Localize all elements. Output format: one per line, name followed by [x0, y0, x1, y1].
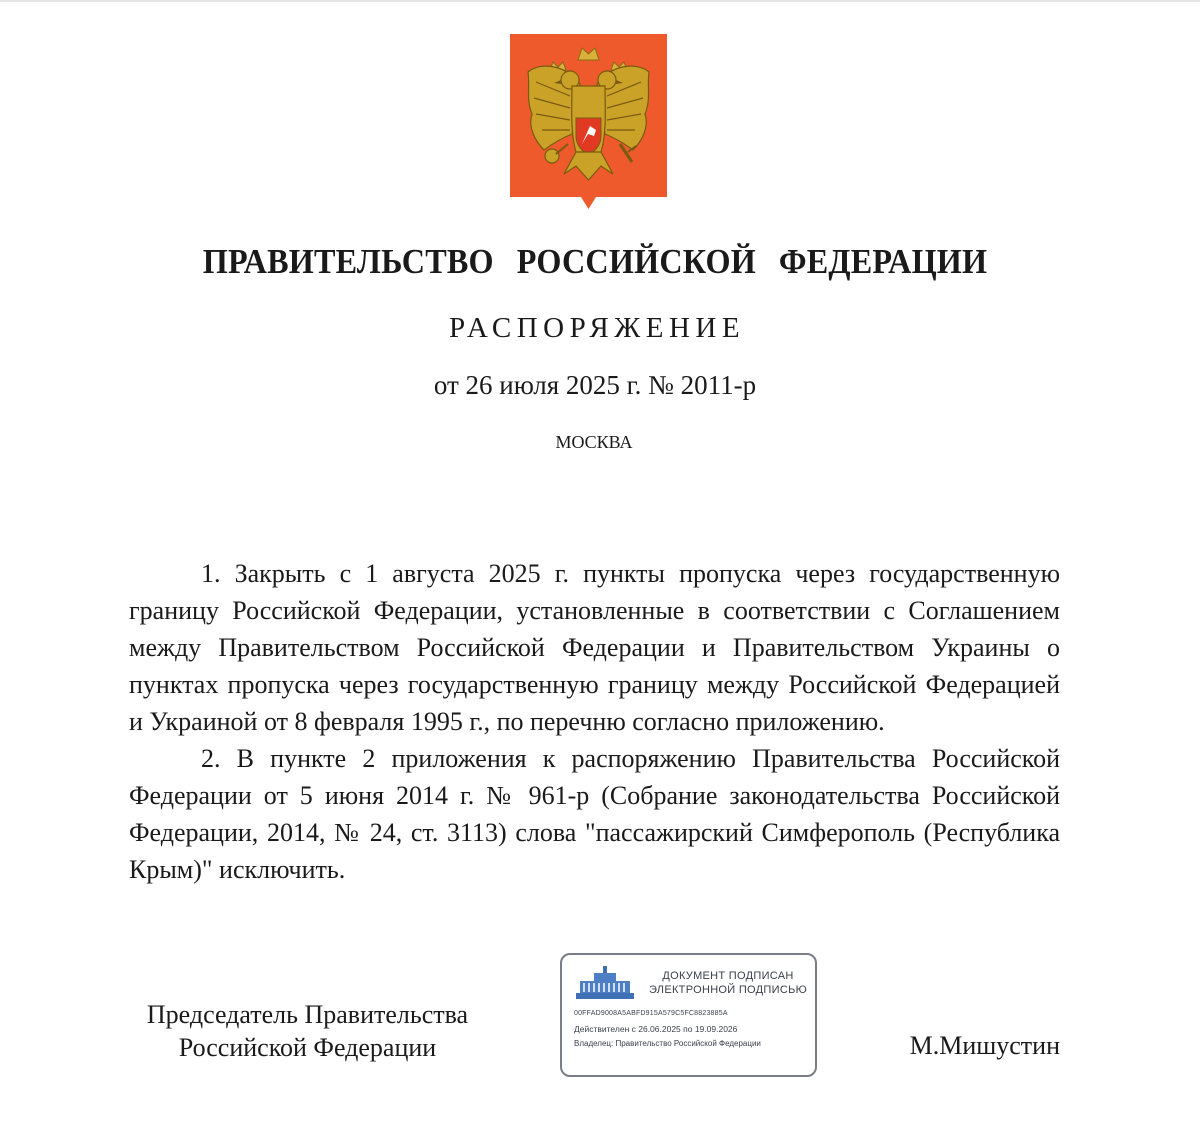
coat-of-arms-icon	[510, 34, 667, 209]
document-type: РАСПОРЯЖЕНИЕ	[448, 312, 746, 344]
stamp-validity: Действителен с 26.06.2025 по 19.09.2026	[574, 1024, 738, 1034]
document-date-number: от 26 июля 2025 г. № 2011-р	[433, 370, 757, 400]
stamp-owner: Владелец: Правительство Российской Федерации	[574, 1039, 761, 1048]
signer-name: М.Мишустин	[909, 1031, 1060, 1060]
signer-position-line-2: Российской Федерации	[178, 1033, 437, 1062]
paragraph-2: 2. В пункте 2 приложения к распоряжению Правительства Российской Федерации от 5 июня 2014 г. № 961-р (Собрание законодательства Российской Федерации, 2014, № 24, ст. 3113) слова "пассажирский Симферополь (Республика Крым)" исключить.	[129, 744, 1060, 884]
document-body	[129, 555, 1060, 888]
stamp-heading-line-1: ДОКУМЕНТ ПОДПИСАН	[662, 970, 794, 982]
signer-position-line-1: Председатель Правительства	[146, 1000, 469, 1029]
stamp-certificate-number: 00FFAD9008A5ABFD915A579C5FC8823885A	[574, 1010, 728, 1017]
paragraph-1: 1. Закрыть с 1 августа 2025 г. пункты пропуска через государственную границу Российской Федерации, установленные в соответствии с Соглашением между Правительством Российской Федерации и Правительством Украины о пунктах пропуска через государственную границу между Российской Федерацией и Украиной от 8 февраля 1995 г., по перечню согласно приложению.	[129, 559, 1060, 736]
electronic-signature-stamp	[560, 953, 817, 1077]
government-title: ПРАВИТЕЛЬСТВО РОССИЙСКОЙ ФЕДЕРАЦИИ	[202, 242, 988, 281]
government-building-icon	[574, 965, 636, 1001]
signer-position	[120, 998, 495, 1064]
stamp-heading	[642, 969, 814, 997]
stamp-heading-line-2: ЭЛЕКТРОННОЙ ПОДПИСЬЮ	[648, 984, 808, 996]
page-top-border	[0, 0, 1200, 2]
document-city: МОСКВА	[555, 432, 633, 452]
